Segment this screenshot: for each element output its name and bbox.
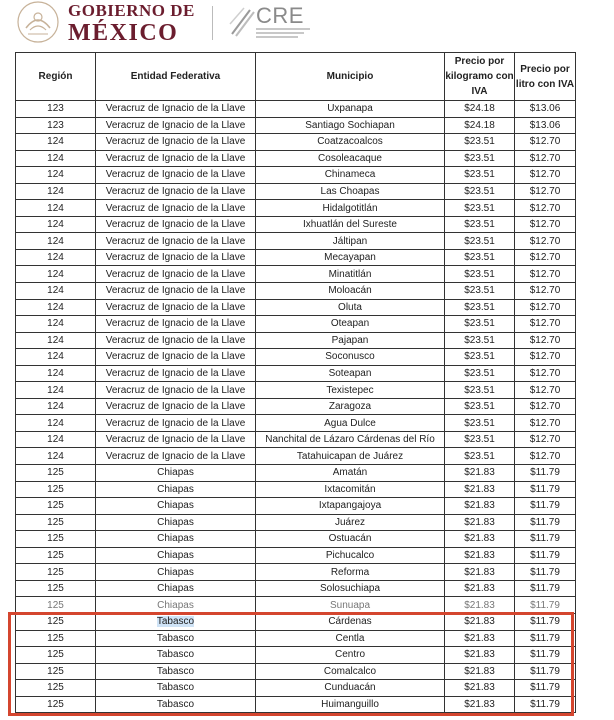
cell-precio-kg: $21.83 [445,547,515,564]
cell-precio-litro: $11.79 [515,680,576,697]
cell-precio-kg: $23.51 [445,200,515,217]
cell-precio-litro: $12.70 [515,299,576,316]
cell-region: 123 [16,117,96,134]
cell-precio-litro: $12.70 [515,266,576,283]
cell-region: 125 [16,481,96,498]
cell-region: 124 [16,283,96,300]
table-row [16,514,576,531]
cell-precio-litro: $12.70 [515,332,576,349]
cell-entidad: Veracruz de Ignacio de la Llave [96,299,256,316]
cell-precio-litro: $12.70 [515,349,576,366]
cell-entidad: Veracruz de Ignacio de la Llave [96,216,256,233]
table-row [16,564,576,581]
cell-precio-litro: $13.06 [515,117,576,134]
header-entidad: Entidad Federativa [96,53,256,101]
cell-precio-kg: $23.51 [445,415,515,432]
table-body [16,101,576,713]
cell-entidad: Veracruz de Ignacio de la Llave [96,183,256,200]
cell-municipio: Moloacán [256,283,445,300]
cell-region: 124 [16,349,96,366]
header-divider [212,6,213,40]
cell-precio-litro: $12.70 [515,448,576,465]
table-row [16,663,576,680]
cell-entidad: Veracruz de Ignacio de la Llave [96,448,256,465]
cell-entidad: Chiapas [96,564,256,581]
cell-region: 124 [16,431,96,448]
cell-municipio: Centro [256,647,445,664]
cell-precio-litro: $12.70 [515,134,576,151]
cell-entidad [96,613,256,630]
cell-entidad: Veracruz de Ignacio de la Llave [96,167,256,184]
cell-entidad: Veracruz de Ignacio de la Llave [96,134,256,151]
document-header [0,0,614,50]
cell-entidad: Veracruz de Ignacio de la Llave [96,431,256,448]
cell-entidad: Veracruz de Ignacio de la Llave [96,233,256,250]
cell-region: 124 [16,216,96,233]
header-region: Región [16,53,96,101]
cell-region: 124 [16,332,96,349]
cell-precio-kg: $21.83 [445,465,515,482]
cell-municipio: Ostuacán [256,531,445,548]
cell-region: 124 [16,398,96,415]
cell-precio-litro: $11.79 [515,647,576,664]
cell-precio-kg: $21.83 [445,564,515,581]
cell-entidad: Veracruz de Ignacio de la Llave [96,266,256,283]
cell-entidad: Veracruz de Ignacio de la Llave [96,283,256,300]
cell-precio-litro: $12.70 [515,398,576,415]
cell-region: 125 [16,696,96,713]
table-row [16,167,576,184]
cell-municipio: Oluta [256,299,445,316]
table-row [16,448,576,465]
cell-region: 125 [16,630,96,647]
cell-municipio: Las Choapas [256,183,445,200]
cell-region: 124 [16,183,96,200]
cell-municipio: Soconusco [256,349,445,366]
table-row [16,431,576,448]
table-row [16,398,576,415]
cre-subtitle [256,26,316,38]
cell-precio-litro: $12.70 [515,233,576,250]
cell-precio-kg: $23.51 [445,332,515,349]
cell-municipio: Reforma [256,564,445,581]
cell-municipio: Solosuchiapa [256,580,445,597]
cell-region: 124 [16,167,96,184]
cell-entidad: Chiapas [96,498,256,515]
cell-precio-kg: $23.51 [445,448,515,465]
table-row [16,299,576,316]
cell-precio-litro: $11.79 [515,531,576,548]
cell-municipio: Hidalgotitlán [256,200,445,217]
gobierno-logo [68,2,195,45]
cell-municipio: Chinameca [256,167,445,184]
cell-entidad: Veracruz de Ignacio de la Llave [96,150,256,167]
mexico-seal-icon [16,0,60,44]
cell-municipio: Amatán [256,465,445,482]
table-row [16,382,576,399]
cell-municipio: Texistepec [256,382,445,399]
cell-precio-litro: $11.79 [515,547,576,564]
cell-entidad: Tabasco [96,630,256,647]
table-row [16,597,576,614]
cell-municipio: Uxpanapa [256,101,445,118]
cell-entidad: Veracruz de Ignacio de la Llave [96,316,256,333]
cell-precio-litro: $11.79 [515,465,576,482]
cell-precio-kg: $21.83 [445,597,515,614]
cell-precio-litro: $12.70 [515,365,576,382]
table-row [16,630,576,647]
cre-logo-text: CRE [256,3,304,28]
table-row [16,316,576,333]
cell-region: 125 [16,465,96,482]
cell-precio-kg: $23.51 [445,299,515,316]
cell-region: 124 [16,382,96,399]
cell-precio-litro: $12.70 [515,283,576,300]
table-row [16,680,576,697]
cell-region: 124 [16,266,96,283]
cell-precio-kg: $21.83 [445,580,515,597]
cell-precio-kg: $23.51 [445,183,515,200]
cell-precio-litro: $11.79 [515,580,576,597]
cell-precio-litro: $11.79 [515,481,576,498]
cell-region: 124 [16,448,96,465]
cell-precio-kg: $23.51 [445,249,515,266]
table-row [16,498,576,515]
table-row [16,332,576,349]
cell-precio-kg: $23.51 [445,349,515,366]
cell-precio-kg: $21.83 [445,680,515,697]
cell-precio-kg: $23.51 [445,431,515,448]
cell-entidad: Veracruz de Ignacio de la Llave [96,249,256,266]
cell-entidad: Veracruz de Ignacio de la Llave [96,382,256,399]
cell-entidad: Chiapas [96,597,256,614]
cell-municipio: Cosoleacaque [256,150,445,167]
cell-municipio: Mecayapan [256,249,445,266]
table-row [16,233,576,250]
cell-entidad: Tabasco [96,696,256,713]
cell-precio-kg: $23.51 [445,266,515,283]
header-precio-litro: Precio por litro con IVA [515,53,576,101]
table-row [16,365,576,382]
cell-municipio: Zaragoza [256,398,445,415]
table-row [16,283,576,300]
cell-precio-kg: $21.83 [445,498,515,515]
cell-municipio: Agua Dulce [256,415,445,432]
cell-precio-kg: $23.51 [445,382,515,399]
cell-region: 124 [16,200,96,217]
cell-precio-kg: $21.83 [445,647,515,664]
cell-precio-kg: $24.18 [445,101,515,118]
cell-precio-kg: $23.51 [445,167,515,184]
cell-municipio: Jáltipan [256,233,445,250]
cell-precio-litro: $11.79 [515,696,576,713]
table-row [16,696,576,713]
table-header-row [16,53,576,101]
cell-precio-litro: $11.79 [515,597,576,614]
cell-precio-litro: $11.79 [515,514,576,531]
cell-entidad: Chiapas [96,531,256,548]
table-row [16,481,576,498]
cell-precio-litro: $11.79 [515,613,576,630]
table-row [16,349,576,366]
gob-line1: GOBIERNO DE [68,1,195,20]
table-row [16,101,576,118]
gob-line2: MÉXICO [68,20,179,46]
table-row [16,613,576,630]
cell-entidad: Tabasco [96,647,256,664]
cell-region: 124 [16,150,96,167]
cell-entidad: Chiapas [96,580,256,597]
cell-municipio: Oteapan [256,316,445,333]
cell-precio-litro: $12.70 [515,316,576,333]
header-municipio: Municipio [256,53,445,101]
cell-region: 125 [16,597,96,614]
cell-precio-litro: $12.70 [515,249,576,266]
cell-precio-kg: $21.83 [445,663,515,680]
table-row [16,266,576,283]
cell-region: 125 [16,564,96,581]
cell-precio-litro: $12.70 [515,183,576,200]
cell-municipio: Coatzacoalcos [256,134,445,151]
cell-municipio: Cunduacán [256,680,445,697]
cell-entidad: Veracruz de Ignacio de la Llave [96,365,256,382]
cell-precio-litro: $13.06 [515,101,576,118]
cell-precio-kg: $23.51 [445,216,515,233]
cell-entidad: Veracruz de Ignacio de la Llave [96,117,256,134]
cell-region: 124 [16,134,96,151]
cell-precio-litro: $11.79 [515,498,576,515]
prices-table [15,52,576,713]
cell-entidad: Chiapas [96,481,256,498]
cell-municipio: Ixtapangajoya [256,498,445,515]
cell-entidad: Tabasco [96,663,256,680]
cell-precio-litro: $12.70 [515,150,576,167]
cell-region: 125 [16,647,96,664]
cell-municipio: Nanchital de Lázaro Cárdenas del Río [256,431,445,448]
cell-region: 125 [16,498,96,515]
cell-entidad: Chiapas [96,465,256,482]
cell-precio-kg: $23.51 [445,365,515,382]
cell-region: 124 [16,365,96,382]
cell-region: 125 [16,580,96,597]
cell-precio-kg: $21.83 [445,514,515,531]
cell-region: 124 [16,249,96,266]
cell-entidad: Veracruz de Ignacio de la Llave [96,398,256,415]
cell-entidad: Veracruz de Ignacio de la Llave [96,101,256,118]
cell-precio-litro: $12.70 [515,415,576,432]
table-row [16,580,576,597]
cell-region: 125 [16,663,96,680]
table-row [16,249,576,266]
cell-precio-kg: $23.51 [445,283,515,300]
cell-municipio: Minatitlán [256,266,445,283]
cell-municipio: Pichucalco [256,547,445,564]
cell-region: 124 [16,233,96,250]
cell-municipio: Huimanguillo [256,696,445,713]
table-row [16,150,576,167]
cell-precio-kg: $23.51 [445,316,515,333]
cell-precio-litro: $12.70 [515,382,576,399]
table-row [16,547,576,564]
selected-text: Tabasco [156,616,195,628]
cell-municipio: Cárdenas [256,613,445,630]
header-precio-kg: Precio por kilogramo con IVA [445,53,515,101]
cell-precio-kg: $21.83 [445,696,515,713]
cre-logo-icon [228,4,256,40]
cell-municipio: Comalcalco [256,663,445,680]
table-row [16,647,576,664]
table-row [16,183,576,200]
cell-entidad: Chiapas [96,547,256,564]
cell-municipio: Pajapan [256,332,445,349]
cell-precio-litro: $12.70 [515,167,576,184]
cell-municipio: Ixtacomitán [256,481,445,498]
table-row [16,117,576,134]
cell-precio-kg: $23.51 [445,233,515,250]
cell-precio-kg: $21.83 [445,531,515,548]
cell-municipio: Ixhuatlán del Sureste [256,216,445,233]
table-row [16,134,576,151]
cell-precio-litro: $12.70 [515,431,576,448]
cell-entidad: Veracruz de Ignacio de la Llave [96,332,256,349]
cell-precio-kg: $23.51 [445,398,515,415]
cell-entidad: Veracruz de Ignacio de la Llave [96,415,256,432]
cell-entidad: Tabasco [96,680,256,697]
cell-entidad: Chiapas [96,514,256,531]
cell-municipio: Soteapan [256,365,445,382]
cell-precio-kg: $23.51 [445,150,515,167]
cell-precio-kg: $21.83 [445,630,515,647]
cell-precio-litro: $11.79 [515,663,576,680]
cell-region: 125 [16,514,96,531]
table-row [16,465,576,482]
cell-region: 124 [16,316,96,333]
cell-municipio: Juárez [256,514,445,531]
cell-precio-litro: $12.70 [515,216,576,233]
cell-precio-kg: $24.18 [445,117,515,134]
cell-municipio: Sunuapa [256,597,445,614]
cell-precio-litro: $11.79 [515,630,576,647]
cell-precio-kg: $21.83 [445,613,515,630]
cell-precio-kg: $23.51 [445,134,515,151]
table-row [16,415,576,432]
cell-entidad: Veracruz de Ignacio de la Llave [96,200,256,217]
cell-municipio: Centla [256,630,445,647]
table-row [16,200,576,217]
cell-region: 125 [16,547,96,564]
cell-precio-litro: $11.79 [515,564,576,581]
cell-region: 124 [16,415,96,432]
cell-region: 125 [16,680,96,697]
cell-region: 125 [16,531,96,548]
cell-precio-kg: $21.83 [445,481,515,498]
cell-region: 125 [16,613,96,630]
cell-region: 124 [16,299,96,316]
table-row [16,216,576,233]
cell-municipio: Tatahuicapan de Juárez [256,448,445,465]
cell-precio-litro: $12.70 [515,200,576,217]
cell-region: 123 [16,101,96,118]
table-row [16,531,576,548]
cell-entidad: Veracruz de Ignacio de la Llave [96,349,256,366]
cell-municipio: Santiago Sochiapan [256,117,445,134]
